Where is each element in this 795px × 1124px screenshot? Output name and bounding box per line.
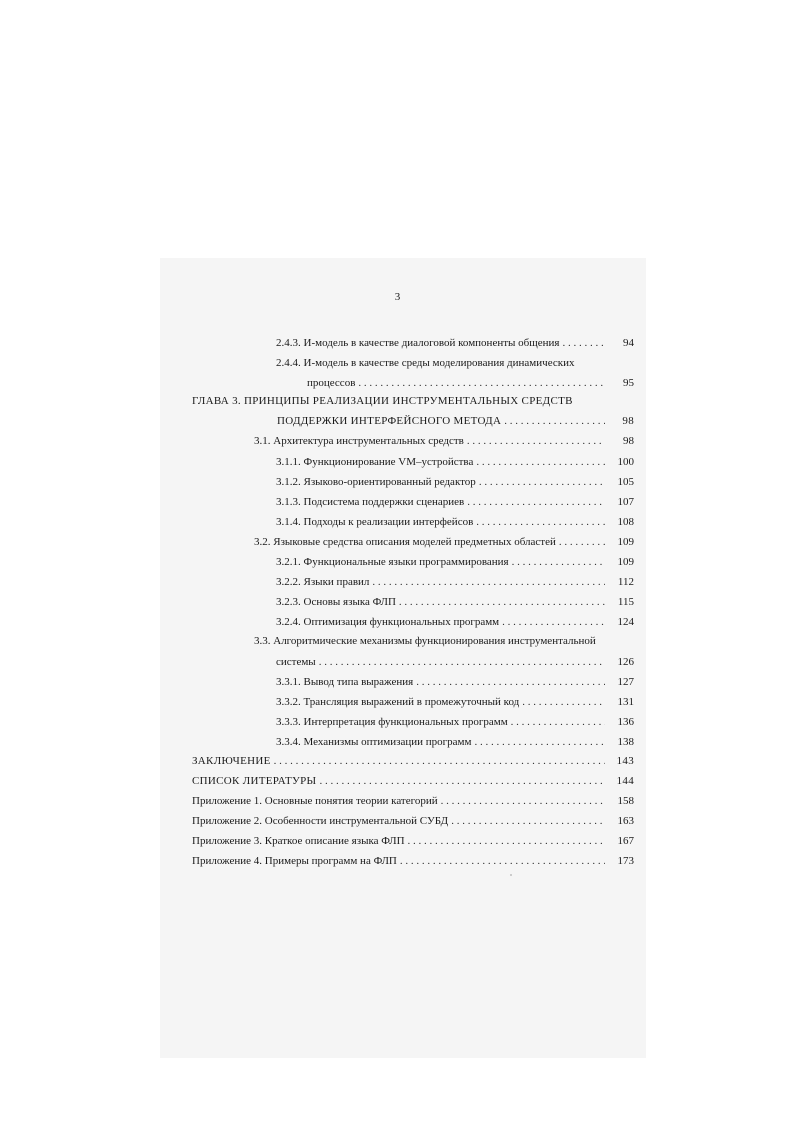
toc-entry-page: 173 — [617, 855, 634, 867]
toc-entry-page: 105 — [617, 476, 634, 488]
toc-entry-page: 158 — [617, 795, 634, 807]
leader-dots — [319, 774, 605, 788]
toc-appendix-1 — [192, 794, 634, 808]
toc-entry-3-2 — [254, 535, 634, 549]
toc-entry-page: 163 — [617, 815, 634, 827]
toc-entry-page: 100 — [617, 456, 634, 468]
page-number: 3 — [394, 291, 401, 303]
toc-entry-page: 112 — [617, 576, 634, 588]
scan-speck — [510, 874, 512, 876]
toc-entry-3-1-4 — [276, 515, 634, 529]
toc-entry-text: Приложение 4. Примеры программ на ФЛП — [192, 855, 397, 867]
toc-entry-text: 3.3.2. Трансляция выражений в промежуточный код — [276, 696, 520, 708]
toc-entry-page: 126 — [617, 656, 634, 668]
leader-dots — [467, 434, 605, 448]
leader-dots — [399, 595, 605, 609]
toc-entry-2-4-3 — [276, 336, 634, 350]
toc-entry-page: 107 — [617, 496, 634, 508]
toc-appendix-4 — [192, 854, 634, 868]
leader-dots — [504, 414, 605, 428]
toc-appendix-3 — [192, 834, 634, 848]
toc-entry-page: 131 — [617, 696, 634, 708]
leader-dots — [319, 655, 605, 669]
toc-chapter-3-cont — [277, 414, 634, 428]
toc-entry-text: 3.2.3. Основы языка ФЛП — [276, 596, 396, 608]
toc-entry-page: 109 — [617, 536, 634, 548]
toc-entry-text: 2.4.3. И-модель в качестве диалоговой компоненты общения — [276, 337, 560, 349]
leader-dots — [559, 535, 605, 549]
toc-appendix-2 — [192, 814, 634, 828]
toc-entry-2-4-4: 2.4.4. И-модель в качестве среды моделирования динамических — [276, 357, 575, 369]
toc-entry-text: системы — [276, 656, 316, 668]
toc-chapter-3: ГЛАВА 3. ПРИНЦИПЫ РЕАЛИЗАЦИИ ИНСТРУМЕНТАЛЬНЫХ СРЕДСТВ — [192, 395, 573, 407]
toc-entry-3-1 — [254, 434, 634, 448]
leader-dots — [408, 834, 605, 848]
toc-entry-page: 124 — [617, 616, 634, 628]
toc-entry-text: 3.2.4. Оптимизация функциональных программ — [276, 616, 500, 628]
leader-dots — [451, 814, 605, 828]
leader-dots — [512, 555, 605, 569]
toc-entry-3-1-3 — [276, 495, 634, 509]
toc-entry-page: 94 — [623, 337, 634, 349]
leader-dots — [476, 455, 605, 469]
leader-dots — [511, 715, 605, 729]
toc-entry-text: СПИСОК ЛИТЕРАТУРЫ — [192, 775, 317, 787]
leader-dots — [441, 794, 605, 808]
toc-bibliography — [192, 774, 634, 788]
toc-entry-page: 95 — [623, 377, 634, 389]
leader-dots — [562, 336, 605, 350]
toc-entry-3-3-3 — [276, 715, 634, 729]
toc-entry-3-3-cont — [276, 655, 634, 669]
toc-entry-3-2-1 — [276, 555, 634, 569]
toc-entry-page: 98 — [622, 415, 634, 427]
toc-entry-text: 3.1.2. Языково-ориентированный редактор — [276, 476, 476, 488]
toc-entry-text: ПОДДЕРЖКИ ИНТЕРФЕЙСНОГО МЕТОДА — [277, 415, 502, 427]
leader-dots — [400, 854, 605, 868]
toc-entry-text: 3.1. Архитектура инструментальных средств — [254, 435, 464, 447]
toc-entry-3-3-2 — [276, 695, 634, 709]
toc-entry-page: 127 — [617, 676, 634, 688]
leader-dots — [467, 495, 605, 509]
toc-entry-page: 144 — [616, 775, 634, 787]
toc-entry-text: Приложение 3. Краткое описание языка ФЛП — [192, 835, 405, 847]
leader-dots — [479, 475, 605, 489]
toc-entry-page: 108 — [617, 516, 634, 528]
toc-entry-page: 136 — [617, 716, 634, 728]
toc-entry-text: 3.1.4. Подходы к реализации интерфейсов — [276, 516, 474, 528]
toc-entry-page: 115 — [617, 596, 634, 608]
toc-entry-text: 3.1.1. Функционирование VM–устройства — [276, 456, 474, 468]
toc-entry-text: Приложение 1. Основные понятия теории категорий — [192, 795, 438, 807]
toc-entry-text: 3.2.2. Языки правил — [276, 576, 370, 588]
toc-entry-page: 98 — [623, 435, 634, 447]
leader-dots — [274, 754, 605, 768]
toc-entry-text: 3.3.1. Вывод типа выражения — [276, 676, 414, 688]
leader-dots — [522, 695, 605, 709]
leader-dots — [372, 575, 605, 589]
toc-entry-3-1-1 — [276, 455, 634, 469]
toc-entry-page: 167 — [617, 835, 634, 847]
toc-entry-3-2-2 — [276, 575, 634, 589]
toc-entry-page: 138 — [617, 736, 634, 748]
toc-entry-3-2-3 — [276, 595, 634, 609]
leader-dots — [416, 675, 605, 689]
toc-entry-text: 3.3.3. Интерпретация функциональных программ — [276, 716, 508, 728]
toc-entry-3-3: 3.3. Алгоритмические механизмы функционирования инструментальной — [254, 635, 596, 647]
toc-entry-3-3-4 — [276, 735, 634, 749]
toc-entry-text: 3.1.3. Подсистема поддержки сценариев — [276, 496, 465, 508]
toc-entry-text: процессов — [307, 377, 356, 389]
leader-dots — [358, 376, 605, 390]
leader-dots — [474, 735, 605, 749]
toc-entry-page: 143 — [616, 755, 634, 767]
leader-dots — [502, 615, 605, 629]
toc-entry-text: 3.3.4. Механизмы оптимизации программ — [276, 736, 472, 748]
toc-entry-page: 109 — [617, 556, 634, 568]
toc-entry-3-1-2 — [276, 475, 634, 489]
toc-entry-text: ЗАКЛЮЧЕНИЕ — [192, 755, 271, 767]
toc-entry-text: 3.2.1. Функциональные языки программирования — [276, 556, 509, 568]
toc-entry-3-3-1 — [276, 675, 634, 689]
toc-entry-text: 3.2. Языковые средства описания моделей предметных областей — [254, 536, 556, 548]
leader-dots — [476, 515, 605, 529]
toc-entry-text: Приложение 2. Особенности инструментальной СУБД — [192, 815, 449, 827]
toc-entry-3-2-4 — [276, 615, 634, 629]
toc-conclusion — [192, 754, 634, 768]
toc-entry-2-4-4-cont — [307, 376, 634, 390]
